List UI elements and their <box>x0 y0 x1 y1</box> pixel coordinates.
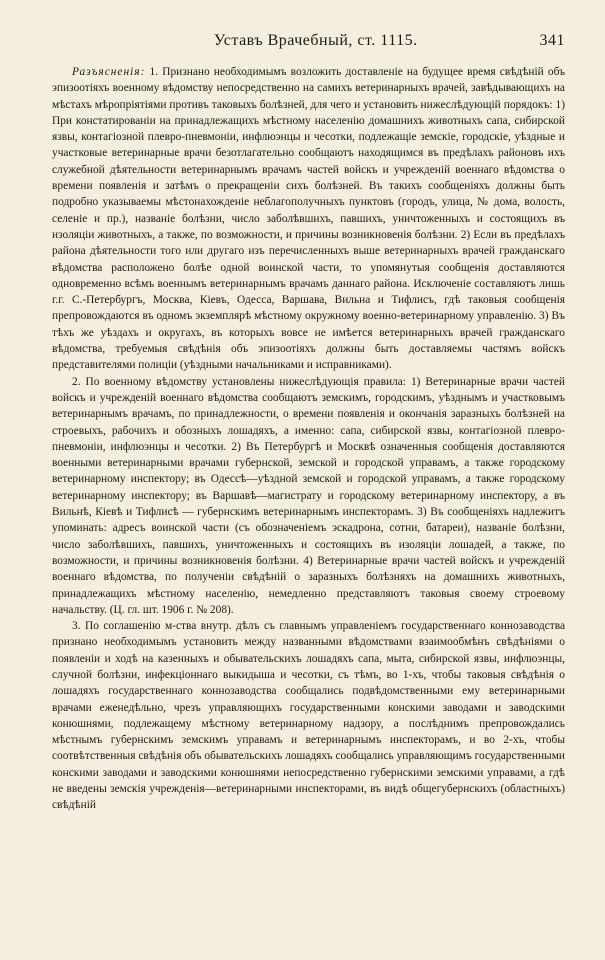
page-number: 341 <box>539 32 565 49</box>
paragraph-text: 1. Признано необходимымъ возложить доставленіе на будущее время свѣдѣній объ эпизоотіяхъ военному вѣдомству непосредственно на самихъ ветеринарныхъ врачей, завѣдывающихъ на мѣстахъ мѣропріятіями противъ таковыхъ болѣзней, для чего и установить нижеслѣдующій порядокъ: 1) При констатированіи на принадлежащихъ мѣстному населенію домашнихъ животныхъ сапа, сибирской язвы, контагіозной плевро-пневмоніи, инфлюэнцы и чесотки, подлежащіе земскіе, городскіе, уѣздные и участковые ветеринарные врачи безотлагательно сообщаютъ находящимся въ предѣлахъ районовъ ихъ служебной дѣятельности ветеринарнымъ врачамъ частей войскъ и учрежденій военнаго вѣдомства о времени появленія и затѣмъ о прекращеніи сихъ болѣзней. Въ такихъ сообщеніяхъ должны быть подробно указываемы мѣстонахожденіе неблагополучныхъ пунктовъ (городъ, улица, № дома, волость, селеніе и пр.), названіе болѣзни, число заболѣвшихъ, павшихъ, уничтоженныхъ и состоящихъ въ изоляціи животныхъ, а также, по возможности, и причины возникновенія болѣзни. 2) Если въ предѣлахъ района дѣятельности того или другаго изъ перечисленныхъ выше ветеринарныхъ врачей гражданскаго вѣдомства расположено болѣе одной воинской части, то упомянутыя сообщенія доставляются одновременно всѣмъ военнымъ ветеринарнымъ врачамъ даннаго района. Исключеніе составляютъ лишь г.г. С.-Петербургъ, Москва, Кіевъ, Одесса, Варшава, Вильна и Тифлисъ, гдѣ таковыя сообщенія препровождаются въ одномъ экземплярѣ мѣстному окружному военно-ветеринарному управленію. 3) Въ тѣхъ же уѣздахъ и округахъ, въ которыхъ вовсе не имѣется ветеринарныхъ врачей гражданскаго вѣдомства, требуемыя свѣдѣнія объ эпизоотіяхъ должны быть доставляемы частямъ войскъ представителями полиціи (уѣздными начальниками и исправниками). <box>52 66 565 372</box>
paragraph-text: 3. По соглашенію м-ства внутр. дѣлъ съ главнымъ управленіемъ государственнаго коннозаводства признано необходимымъ установить между названными вѣдомствами взаимообмѣнъ свѣдѣніями о появленіи и ходѣ на казенныхъ и обывательскихъ лошадяхъ сапа, мыта, сибирской язвы, инфлюэнцы, случной болѣзни, инфекціоннаго выкидыша и чесотки, съ тѣмъ, во 1-хъ, чтобы таковыя свѣдѣнія о лошадяхъ государственнаго коннозаводства сообщались подвѣдомственными ему ветеринарными врачами еженедѣльно, чрезъ управляющихъ государственными конскими заводами и заводскими конюшнями, подлежащему мѣстному ветеринарному надзору, а послѣднимъ препровождались мѣстнымъ губернскимъ земскимъ управамъ и ветеринарнымъ инспекторамъ, и во 2-хъ, чтобы соотвѣтственныя свѣдѣнія объ обывательскихъ лошадяхъ сообщались управляющимъ государственными конскими заводами и заводскими конюшнями непосредственно губернскими земскими управами, а гдѣ не введены земскія учрежденія—ветеринарными инспекторами, въ видѣ общегубернскихъ (областныхъ) свѣдѣній <box>52 620 565 812</box>
header-title: Уставъ Врачебный, ст. 1115. <box>213 32 418 49</box>
running-header <box>52 32 565 50</box>
paragraph-2 <box>52 374 565 618</box>
body-text <box>52 64 565 814</box>
section-lead: Разъясненія: <box>72 66 146 78</box>
paragraph-3 <box>52 618 565 814</box>
paragraph-1 <box>52 64 565 374</box>
paragraph-text: 2. По военному вѣдомству установлены нижеслѣдующія правила: 1) Ветеринарные врачи частей войскъ и учрежденій военнаго вѣдомства сообщаютъ земскимъ, городскимъ, уѣзднымъ и участковымъ ветеринарнымъ врачамъ, по принадлежности, о времени появленія и окончанія заразныхъ болѣзней на строевыхъ, рабочихъ и обозныхъ лошадяхъ, а именно: сапа, сибирской язвы, контагіозной плевро-пневмоніи, инфлюэнцы и чесотки. 2) Въ Петербургѣ и Москвѣ означенныя сообщенія доставляются военными ветеринарными врачами губернской, земской и городской управамъ, а также городскому ветеринарному инспектору; въ Одессѣ—уѣздной земской и городской управамъ, а также городскому ветеринарному инспектору; въ Варшавѣ—магистрату и городскому ветеринарному инспектору, а въ Вильнѣ, Кіевѣ и Тифлисѣ — губернскимъ ветеринарнымъ инспекторамъ. 3) Въ сообщеніяхъ надлежитъ упоминать: адресъ воинской части (съ обозначеніемъ эскадрона, сотни, батареи), названіе болѣзни, число заболѣвшихъ, павшихъ, уничтоженныхъ и состоящихъ въ изоляціи лошадей, а также, по возможности, и причины возникновенія болѣзни. 4) Ветеринарные врачи частей войскъ и учрежденій военнаго вѣдомства, по полученіи свѣдѣній о заразныхъ болѣзняхъ на домашнихъ животныхъ, принадлежащихъ мѣстному населенію, немедленно представляютъ таковыя своему строевому начальству. (Ц. гл. шт. 1906 г. № 208). <box>52 375 565 616</box>
